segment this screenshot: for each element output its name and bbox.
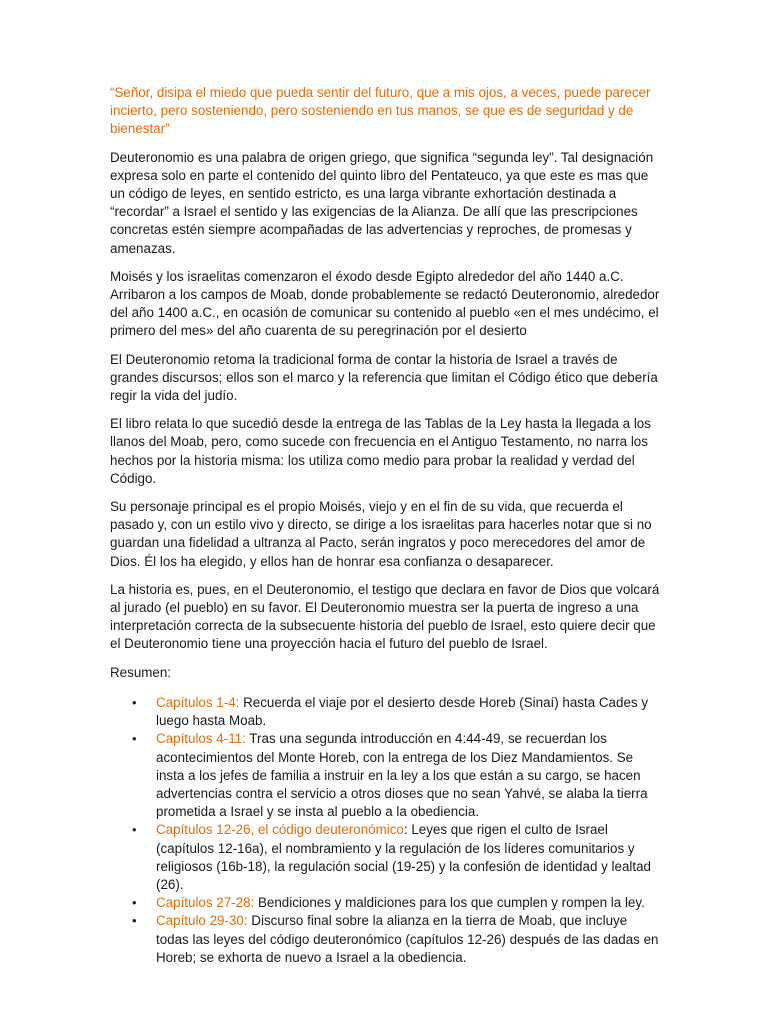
chapter-description: Bendiciones y maldiciones para los que cumplen y rompen la ley. [254,895,645,911]
bullet-icon: • [132,694,137,710]
summary-item [132,694,660,730]
paragraph-4: El libro relata lo que sucedió desde la entrega de las Tablas de la Ley hasta la llegada a los llanos del Moab, pero, como sucede con frecuencia en el Antiguo Testamento, no narra los hechos por la historia misma: los utiliza como medio para probar la realidad y verdad del Código. [110,416,651,486]
summary-item [132,730,660,821]
summary-item [132,821,660,894]
paragraph-2: Moisés y los israelitas comenzaron el éxodo desde Egipto alrededor del año 1440 a.C. Arribaron a los campos de Moab, donde probablemente se redactó Deuteronomio, alrededor del año 1400 a.C., en ocasión de comunicar su contenido al pueblo «en el mes undécimo, el primero del mes» del año cuarenta de su peregrinación por el desierto [110,268,660,339]
summary-list [110,694,660,967]
paragraph-6: La historia es, pues, en el Deuteronomio, el testigo que declara en favor de Dios que volcará al jurado (el pueblo) en su favor. El Deuteronomio muestra ser la puerta de ingreso a una interpretación correcta de la subsecuente historia del pueblo de Israel, esto quiere decir que el Deuteronomio tiene una proyección hacia el futuro del pueblo de Israel. [110,581,660,652]
chapter-description: Tras una segunda introducción en 4:44-49, se recuerdan los acontecimientos del Monte Horeb, con la entrega de los Diez Mandamientos. Se insta a los jefes de familia a instruir en la ley a los que están a su cargo, se hacen advertencias contra el servicio a otros dioses que no sean Yahvé, se alaba la tierra prometida a Israel y se insta al pueblo a la obediencia. [156,731,648,820]
chapter-range: Capítulo 29-30: [156,913,248,929]
bullet-icon: • [132,913,137,929]
bullet-icon: • [132,822,137,838]
chapter-range: Capítulos 12-26, el código deuteronómico [156,822,404,838]
chapter-range: Capítulos 4-11: [156,731,246,747]
chapter-description: Discurso final sobre la alianza en la tierra de Moab, que incluye todas las leyes del código deuteronómico (capítulos 12-26) después de las dadas en Horeb; se exhorta de nuevo a Israel a la obediencia. [156,913,659,965]
summary-heading: Resumen: [110,664,172,680]
chapter-range: Capítulos 27-28: [156,895,255,911]
paragraph-3: El Deuteronomio retoma la tradicional forma de contar la historia de Israel a través de grandes discursos; ellos son el marco y la referencia que limitan el Código ético que debería regir la vida del judío. [110,351,658,404]
bullet-icon: • [132,731,137,747]
summary-item [132,912,660,967]
chapter-description: : Leyes que rigen el culto de Israel (capítulos 12-16a), el nombramiento y la regulación de los líderes comunitarios y religiosos (16b-18), la regulación social (19-25) y la confesión de identidad y lealtad (26). [156,822,651,892]
chapter-description: Recuerda el viaje por el desierto desde Horeb (Sinaí) hasta Cades y luego hasta Moab. [156,694,649,729]
paragraph-1: Deuteronomio es una palabra de origen griego, que significa “segunda ley”. Tal designación expresa solo en parte el contenido del quinto libro del Pentateuco, ya que este es mas que un código de leyes, en sentido estricto, es una larga vibrante exhortación destinada a “recordar” a Israel el sentido y las exigencias de la Alianza. De allí que las prescripciones concretas estén siempre acompañadas de las advertencias y reproches, de promesas y amenazas. [110,149,654,256]
opening-quote: “Señor, disipa el miedo que pueda sentir del futuro, que a mis ojos, a veces, puede parecer incierto, pero sosteniendo, pero sosteniendo en tus manos, se que es de seguridad y de bienestar” [110,85,651,137]
paragraph-5: Su personaje principal es el propio Moisés, viejo y en el fin de su vida, que recuerda el pasado y, con un estilo vivo y directo, se dirige a los israelitas para hacerles notar que si no guardan una fidelidad a ultranza al Pacto, serán ingratos y poco merecedores del amor de Dios. Él los ha elegido, y ellos han de honrar esa confianza o desaparecer. [110,499,652,569]
summary-item [132,894,660,912]
chapter-range: Capítulos 1-4: [156,694,240,710]
bullet-icon: • [132,895,137,911]
